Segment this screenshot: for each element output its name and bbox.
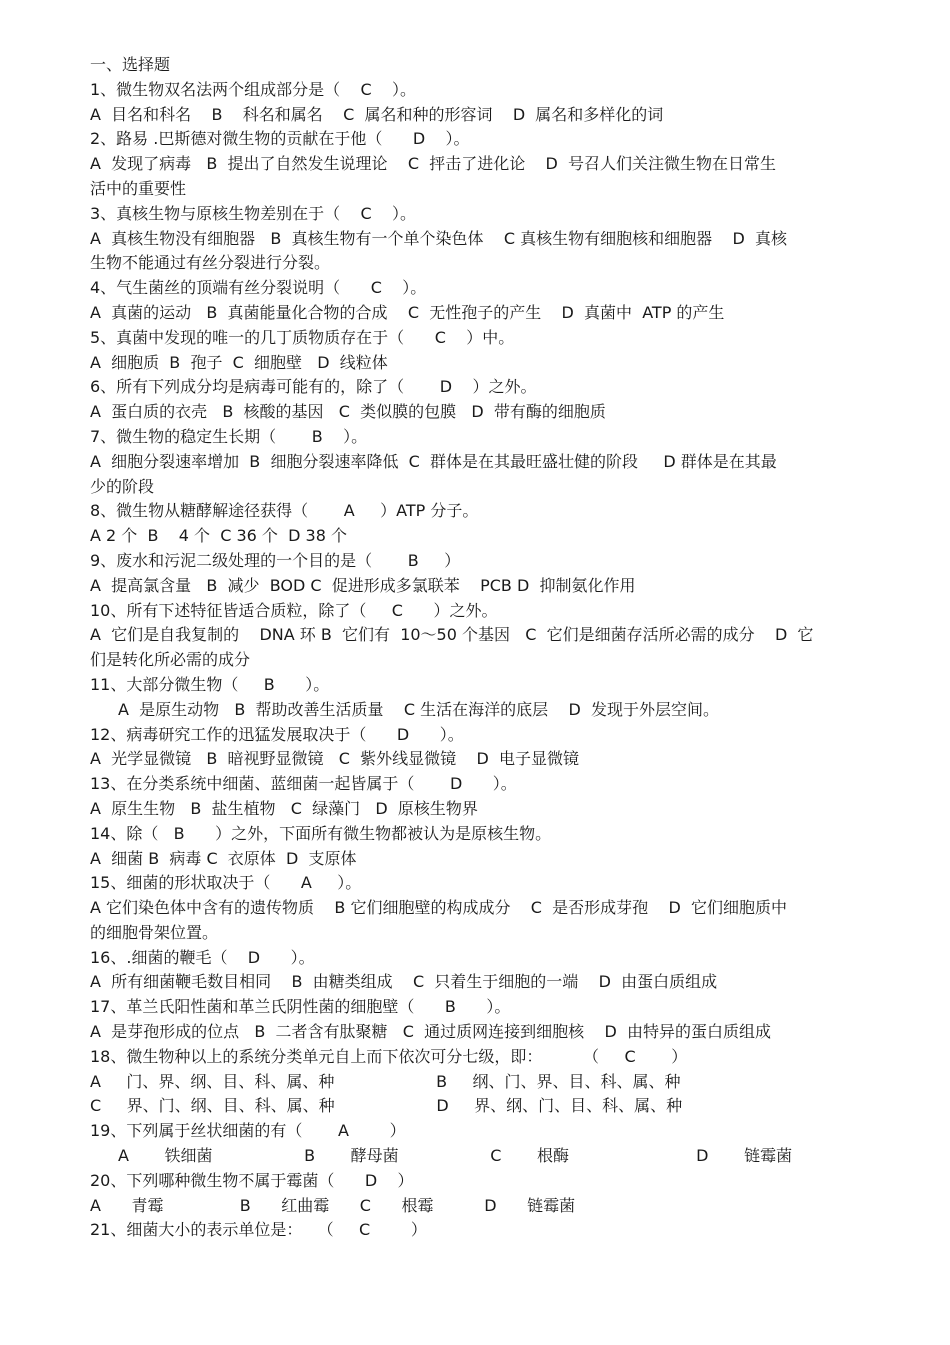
question-15: 15、细菌的形状取决于（ A ）。 xyxy=(90,873,362,893)
options-7-continued: 少的阶段 xyxy=(90,476,155,496)
question-5: 5、真菌中发现的唯一的几丁质物质存在于（ C ）中。 xyxy=(90,327,515,347)
question-2: 2、路易 .巴斯德对微生物的贡献在于他（ D ）。 xyxy=(90,129,470,149)
options-19: A 铁细菌 B 酵母菌 C 根酶 D 链霉菌 xyxy=(118,1146,793,1166)
options-18-ab: A 门、界、纲、目、科、属、种 B 纲、门、界、目、科、属、种 xyxy=(90,1071,681,1091)
options-2-continued: 活中的重要性 xyxy=(90,178,187,198)
section-title: 一、选择题 xyxy=(90,55,171,74)
options-10: A 它们是自我复制的 DNA 环 B 它们有 10～50 个基因 C 它们是细菌存活所必需的成分 D 它 xyxy=(90,625,814,645)
question-8: 8、微生物从糖酵解途径获得（ A ）ATP 分子。 xyxy=(90,501,479,521)
question-3: 3、真核生物与原核生物差别在于（ C ）。 xyxy=(90,203,417,223)
question-14: 14、除（ B ）之外，下面所有微生物都被认为是原核生物。 xyxy=(90,823,552,843)
options-4: A 真菌的运动 B 真菌能量化合物的合成 C 无性孢子的产生 D 真菌中 ATP 的产生 xyxy=(90,302,725,322)
options-8: A 2 个 B 4 个 C 36 个 D 38 个 xyxy=(90,526,347,546)
options-18-cd: C 界、门、纲、目、科、属、种 D 界、纲、门、目、科、属、种 xyxy=(90,1096,683,1116)
question-12: 12、病毒研究工作的迅猛发展取决于（ D ）。 xyxy=(90,724,464,744)
options-15: A 它们染色体中含有的遗传物质 B 它们细胞壁的构成成分 C 是否形成芽孢 D 它们细胞质中 xyxy=(90,898,787,918)
options-16: A 所有细菌鞭毛数目相同 B 由糖类组成 C 只着生于细胞的一端 D 由蛋白质组成 xyxy=(90,972,718,992)
options-1: A 目名和科名 B 科名和属名 C 属名和种的形容词 D 属名和多样化的词 xyxy=(90,104,664,124)
question-19: 19、下列属于丝状细菌的有（ A ） xyxy=(90,1121,406,1141)
options-20: A 青霉 B 红曲霉 C 根霉 D 链霉菌 xyxy=(90,1195,576,1215)
document-page xyxy=(90,53,890,1243)
options-10-continued: 们是转化所必需的成分 xyxy=(90,650,251,670)
options-6: A 蛋白质的衣壳 B 核酸的基因 C 类似膜的包膜 D 带有酶的细胞质 xyxy=(90,402,606,422)
question-16: 16、.细菌的鞭毛（ D ）。 xyxy=(90,947,315,967)
question-17: 17、革兰氏阳性菌和革兰氏阴性菌的细胞壁（ B ）。 xyxy=(90,997,511,1017)
question-20: 20、下列哪种微生物不属于霉菌（ D ） xyxy=(90,1170,414,1190)
question-6: 6、所有下列成分均是病毒可能有的，除了（ D ）之外。 xyxy=(90,377,537,397)
question-13: 13、在分类系统中细菌、蓝细菌一起皆属于（ D ）。 xyxy=(90,774,517,794)
options-11: A 是原生动物 B 帮助改善生活质量 C 生活在海洋的底层 D 发现于外层空间。 xyxy=(118,699,719,719)
options-3: A 真核生物没有细胞器 B 真核生物有一个单个染色体 C 真核生物有细胞核和细胞器 D 真核 xyxy=(90,228,787,248)
options-5: A 细胞质 B 孢子 C 细胞壁 D 线粒体 xyxy=(90,352,388,372)
question-7: 7、微生物的稳定生长期（ B ）。 xyxy=(90,426,368,446)
options-9: A 提高氯含量 B 减少 BOD C 促进形成多氯联苯 PCB D 抑制氨化作用 xyxy=(90,575,636,595)
question-9: 9、废水和污泥二级处理的一个目的是（ B ） xyxy=(90,550,461,570)
question-11: 11、大部分微生物（ B ）。 xyxy=(90,674,330,694)
options-14: A 细菌 B 病毒 C 衣原体 D 支原体 xyxy=(90,848,357,868)
options-13: A 原生生物 B 盐生植物 C 绿藻门 D 原核生物界 xyxy=(90,798,478,818)
question-21: 21、细菌大小的表示单位是： （ C ） xyxy=(90,1220,427,1240)
options-3-continued: 生物不能通过有丝分裂进行分裂。 xyxy=(90,253,331,273)
question-4: 4、气生菌丝的顶端有丝分裂说明（ C ）。 xyxy=(90,278,427,298)
options-17: A 是芽孢形成的位点 B 二者含有肽聚糖 C 通过质网连接到细胞核 D 由特异的蛋白质组成 xyxy=(90,1022,771,1042)
question-10: 10、所有下述特征皆适合质粒，除了（ C ）之外。 xyxy=(90,600,498,620)
question-18: 18、微生物种以上的系统分类单元自上而下依次可分七级，即： （ C ） xyxy=(90,1046,688,1066)
question-1: 1、微生物双名法两个组成部分是（ C ）。 xyxy=(90,79,417,99)
options-15-continued: 的细胞骨架位置。 xyxy=(90,922,219,942)
options-2: A 发现了病毒 B 提出了自然发生说理论 C 抨击了进化论 D 号召人们关注微生物在日常生 xyxy=(90,154,777,174)
options-7: A 细胞分裂速率增加 B 细胞分裂速率降低 C 群体是在其最旺盛壮健的阶段 D 群体是在其最 xyxy=(90,451,777,471)
options-12: A 光学显微镜 B 暗视野显微镜 C 紫外线显微镜 D 电子显微镜 xyxy=(90,749,579,769)
